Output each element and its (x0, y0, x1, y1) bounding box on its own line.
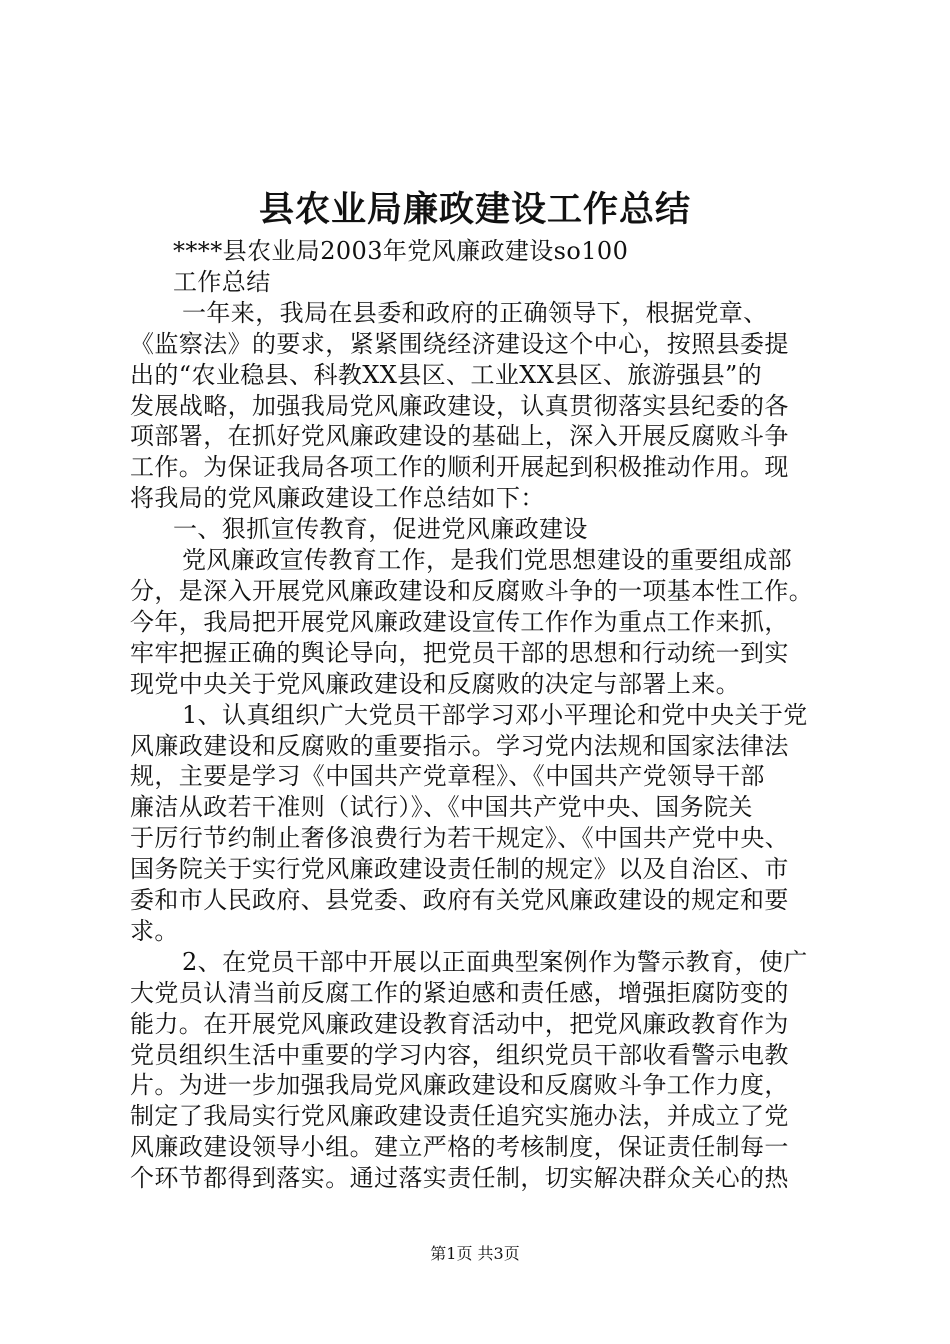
paragraph-line: 规，主要是学习《中国共产党章程》、《中国共产党领导干部 (130, 762, 765, 791)
paragraph-line: 工作。为保证我局各项工作的顺利开展起到积极推动作用。现 (130, 453, 789, 482)
paragraph-line: 党风廉政宣传教育工作，是我们党思想建设的重要组成部 (182, 546, 792, 575)
page-number: 第1页 共3页 (430, 1244, 520, 1263)
paragraph-line: 委和市人民政府、县党委、政府有关党风廉政建设的规定和要 (130, 886, 789, 915)
paragraph-line: 制定了我局实行党风廉政建设责任追究实施办法，并成立了党 (130, 1102, 789, 1131)
paragraph-line: 2、在党员干部中开展以正面典型案例作为警示教育，使广 (182, 947, 808, 976)
paragraph-line: 能力。在开展党风廉政建设教育活动中，把党风廉政教育作为 (130, 1009, 789, 1038)
paragraph-line: 风廉政建设领导小组。建立严格的考核制度，保证责任制每一 (130, 1133, 789, 1162)
paragraph-line: 1、认真组织广大党员干部学习邓小平理论和党中央关于党 (182, 700, 808, 729)
paragraph-line: 国务院关于实行党风廉政建设责任制的规定》以及自治区、市 (130, 855, 789, 884)
page-footer (0, 1243, 950, 1265)
paragraph-line: 今年，我局把开展党风廉政建设宣传工作作为重点工作来抓， (130, 607, 789, 636)
document-title: 县农业局廉政建设工作总结 (258, 189, 691, 230)
paragraph-line: 现党中央关于党风廉政建设和反腐败的决定与部署上来。 (130, 669, 740, 698)
paragraph-line: 片。为进一步加强我局党风廉政建设和反腐败斗争工作力度， (130, 1071, 789, 1100)
paragraph-line: 出的“农业稳县、科教XX县区、工业XX县区、旅游强县”的 (130, 360, 763, 389)
paragraph-line: 将我局的党风廉政建设工作总结如下： (130, 484, 545, 513)
paragraph-line: 个环节都得到落实。通过落实责任制，切实解决群众关心的热 (130, 1164, 789, 1193)
paragraph-line: 发展战略，加强我局党风廉政建设，认真贯彻落实县纪委的各 (130, 391, 789, 420)
subtitle-line-1: ****县农业局2003年党风廉政建设so100 (173, 237, 629, 265)
paragraph-line: 一年来，我局在县委和政府的正确领导下，根据党章、 (182, 298, 768, 327)
document-body (130, 236, 825, 1194)
paragraph-line: 分，是深入开展党风廉政建设和反腐败斗争的一项基本性工作。 (130, 576, 814, 605)
paragraph-line: 项部署，在抓好党风廉政建设的基础上，深入开展反腐败斗争 (130, 422, 789, 451)
paragraph-line: 党员组织生活中重要的学习内容，组织党员干部收看警示电教 (130, 1040, 789, 1069)
subtitle-line-2: 工作总结 (173, 267, 271, 296)
paragraph-line: 大党员认清当前反腐工作的紧迫感和责任感，增强拒腐防变的 (130, 978, 789, 1007)
paragraph-line: 于厉行节约制止奢侈浪费行为若干规定》、《中国共产党中央、 (130, 824, 790, 853)
paragraph-line: 《监察法》的要求，紧紧围绕经济建设这个中心，按照县委提 (130, 329, 789, 358)
paragraph-line: 风廉政建设和反腐败的重要指示。学习党内法规和国家法律法 (130, 731, 789, 760)
paragraph-line: 求。 (130, 916, 179, 945)
section-heading: 一、狠抓宣传教育，促进党风廉政建设 (173, 515, 588, 544)
paragraph-line: 廉洁从政若干准则（试行）》、《中国共产党中央、国务院关 (130, 793, 753, 822)
paragraph-line: 牢牢把握正确的舆论导向，把党员干部的思想和行动统一到实 (130, 638, 789, 667)
